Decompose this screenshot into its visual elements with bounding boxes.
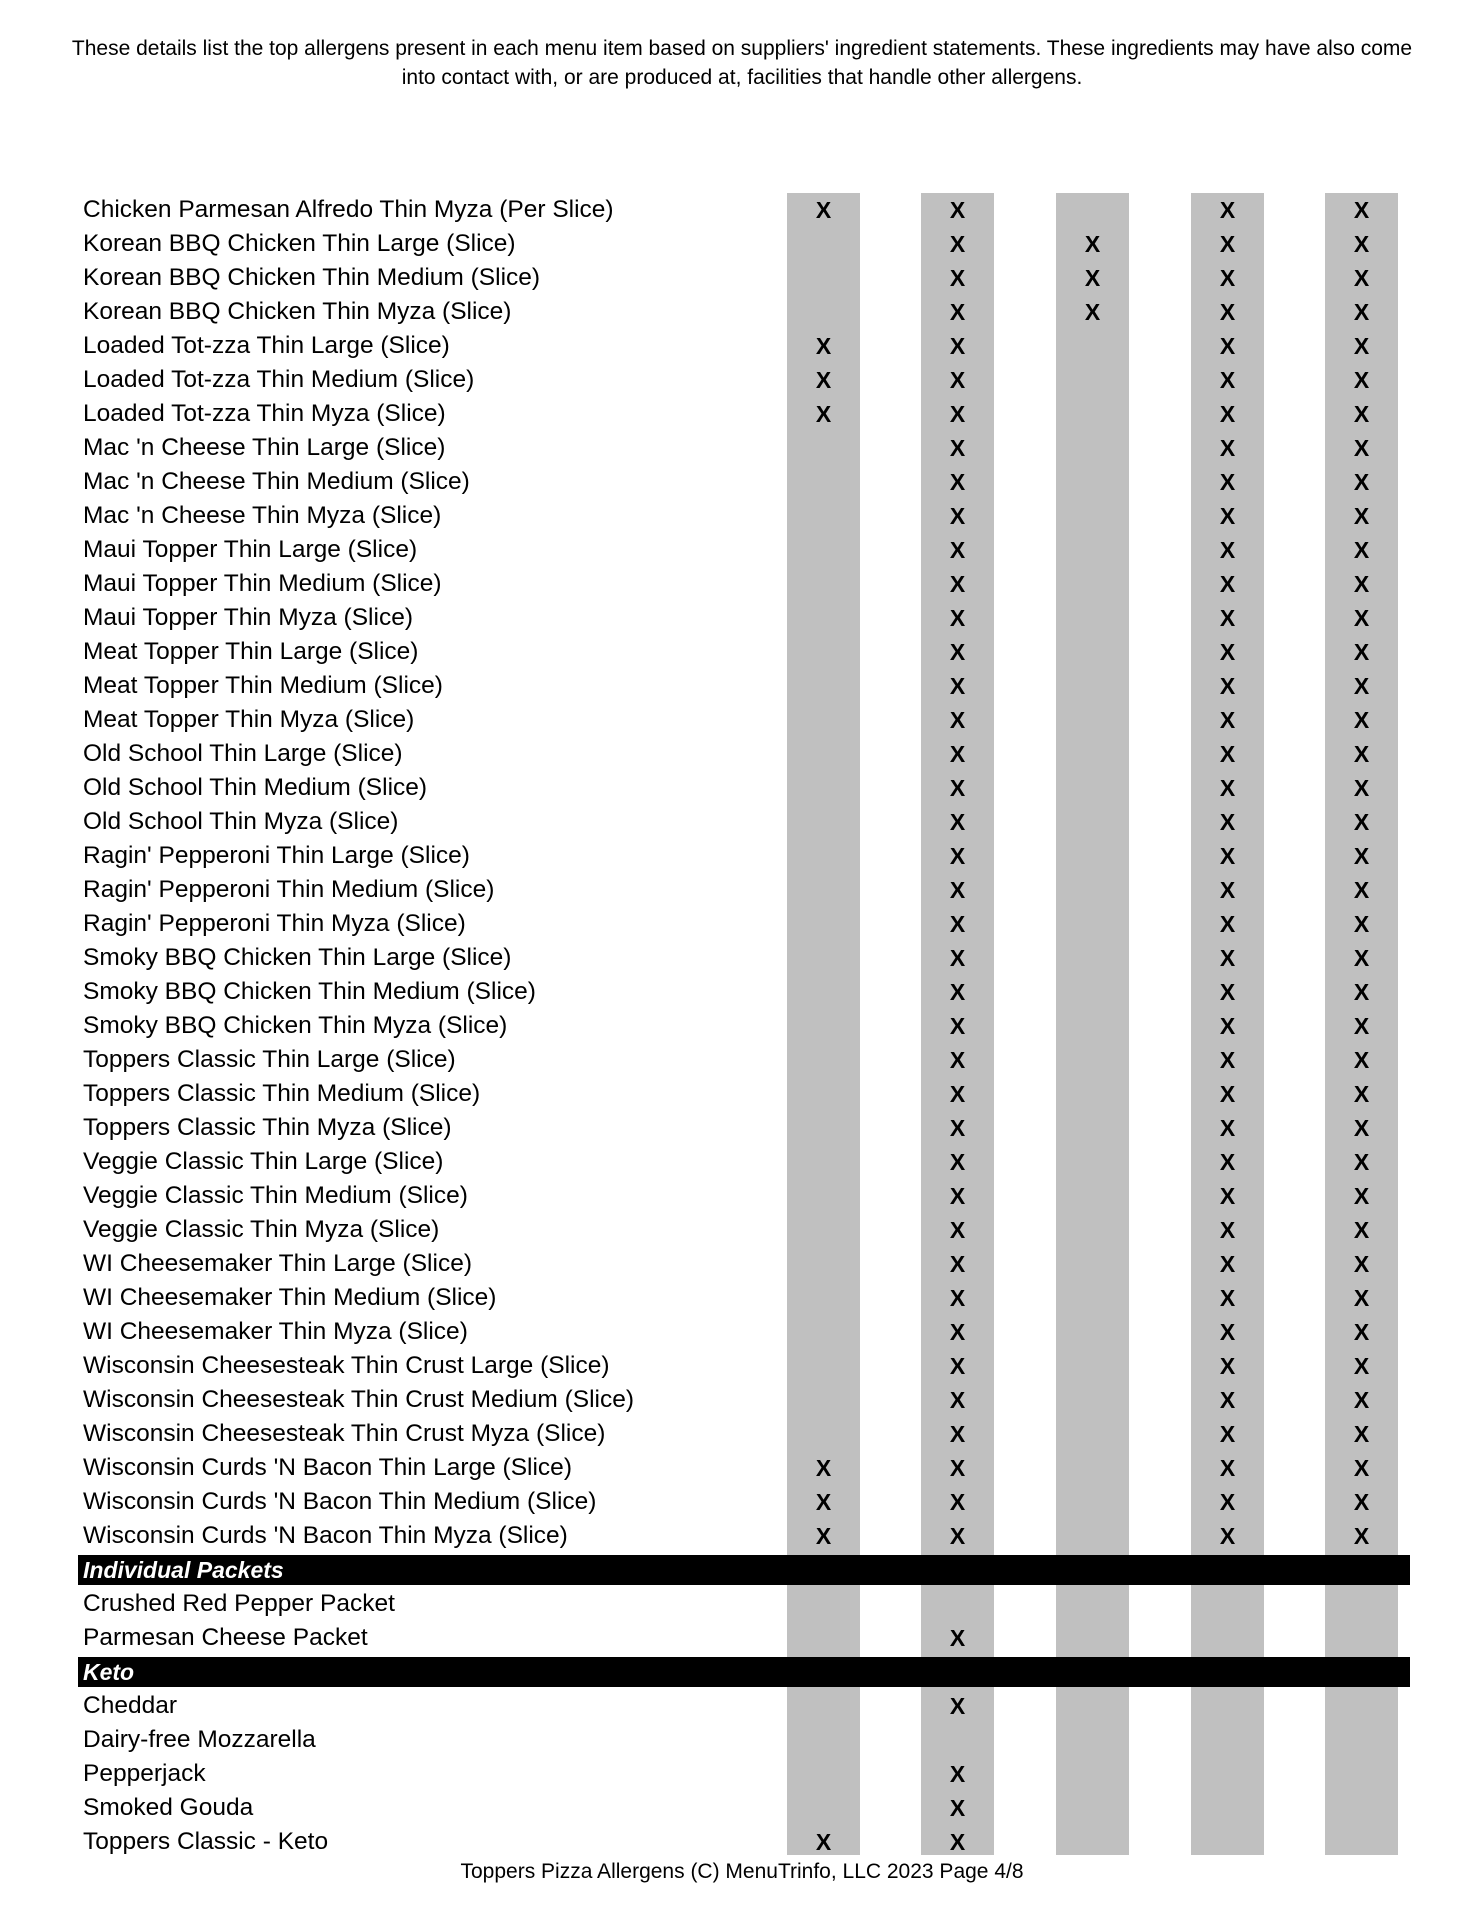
allergen-mark: X — [1353, 1013, 1370, 1039]
menu-item-name: Parmesan Cheese Packet — [83, 1624, 368, 1651]
allergen-mark: X — [949, 1693, 966, 1719]
allergen-mark: X — [949, 537, 966, 563]
allergen-mark: X — [815, 401, 832, 427]
allergen-mark: X — [1219, 1115, 1236, 1141]
allergen-mark: X — [1353, 1523, 1370, 1549]
allergen-mark: X — [949, 1421, 966, 1447]
table-row — [0, 703, 1484, 737]
allergen-mark: X — [1219, 809, 1236, 835]
table-row — [0, 499, 1484, 533]
table-row — [0, 805, 1484, 839]
section-header — [78, 1555, 1410, 1585]
allergen-mark: X — [1353, 1115, 1370, 1141]
allergen-mark: X — [1353, 639, 1370, 665]
allergen-mark: X — [949, 367, 966, 393]
allergen-mark: X — [1219, 1251, 1236, 1277]
allergen-mark: X — [1353, 367, 1370, 393]
menu-item-name: Korean BBQ Chicken Thin Myza (Slice) — [83, 298, 512, 325]
table-row — [0, 533, 1484, 567]
allergen-mark: X — [1353, 1149, 1370, 1175]
allergen-mark: X — [1084, 299, 1101, 325]
allergen-mark: X — [949, 469, 966, 495]
allergen-mark: X — [1219, 639, 1236, 665]
allergen-mark: X — [949, 401, 966, 427]
table-row — [0, 1825, 1484, 1859]
section-label: Individual Packets — [83, 1557, 284, 1583]
allergen-mark: X — [1353, 435, 1370, 461]
table-row — [0, 907, 1484, 941]
allergen-mark: X — [949, 605, 966, 631]
menu-item-name: Pepperjack — [83, 1760, 206, 1787]
allergen-mark: X — [1353, 775, 1370, 801]
table-row — [0, 635, 1484, 669]
page-footer: Toppers Pizza Allergens (C) MenuTrinfo, LLC 2023 Page 4/8 — [460, 1860, 1024, 1883]
menu-item-name: Loaded Tot-zza Thin Large (Slice) — [83, 332, 450, 359]
table-row — [0, 839, 1484, 873]
allergen-mark: X — [1219, 537, 1236, 563]
menu-item-name: Toppers Classic Thin Myza (Slice) — [83, 1114, 452, 1141]
table-row — [0, 1349, 1484, 1383]
menu-item-name: Veggie Classic Thin Medium (Slice) — [83, 1182, 468, 1209]
menu-item-name: Smoky BBQ Chicken Thin Myza (Slice) — [83, 1012, 508, 1039]
allergen-mark: X — [1219, 299, 1236, 325]
menu-item-name: Wisconsin Curds 'N Bacon Thin Myza (Slice) — [83, 1522, 568, 1549]
allergen-mark: X — [1219, 911, 1236, 937]
allergen-mark: X — [1353, 401, 1370, 427]
menu-item-name: WI Cheesemaker Thin Medium (Slice) — [83, 1284, 497, 1311]
menu-item-name: Mac 'n Cheese Thin Myza (Slice) — [83, 502, 442, 529]
table-row — [0, 397, 1484, 431]
allergen-mark: X — [1353, 299, 1370, 325]
table-row — [0, 1485, 1484, 1519]
allergen-mark: X — [1353, 843, 1370, 869]
menu-item-name: Maui Topper Thin Large (Slice) — [83, 536, 418, 563]
allergen-mark: X — [1219, 1285, 1236, 1311]
allergen-mark: X — [949, 1387, 966, 1413]
table-row — [0, 261, 1484, 295]
allergen-mark: X — [949, 775, 966, 801]
allergen-mark: X — [949, 435, 966, 461]
menu-item-name: Chicken Parmesan Alfredo Thin Myza (Per Slice) — [83, 196, 614, 223]
allergen-mark: X — [1084, 231, 1101, 257]
allergen-mark: X — [949, 197, 966, 223]
allergen-mark: X — [1219, 333, 1236, 359]
allergen-mark: X — [1353, 231, 1370, 257]
menu-item-name: Korean BBQ Chicken Thin Large (Slice) — [83, 230, 516, 257]
menu-item-name: Loaded Tot-zza Thin Myza (Slice) — [83, 400, 446, 427]
allergen-mark: X — [1353, 1387, 1370, 1413]
allergen-mark: X — [949, 1761, 966, 1787]
table-row — [0, 1451, 1484, 1485]
allergen-mark: X — [949, 707, 966, 733]
menu-item-name: Smoked Gouda — [83, 1794, 254, 1821]
table-row — [0, 1179, 1484, 1213]
allergen-mark: X — [949, 1625, 966, 1651]
allergen-mark: X — [1353, 1319, 1370, 1345]
table-row — [0, 1383, 1484, 1417]
allergen-mark: X — [949, 571, 966, 597]
menu-item-name: Old School Thin Large (Slice) — [83, 740, 403, 767]
allergen-mark: X — [1353, 605, 1370, 631]
menu-item-name: Wisconsin Cheesesteak Thin Crust Medium (Slice) — [83, 1386, 634, 1413]
allergen-mark: X — [1219, 945, 1236, 971]
table-row — [0, 193, 1484, 227]
allergen-mark: X — [1353, 877, 1370, 903]
allergen-mark: X — [1084, 265, 1101, 291]
allergen-mark: X — [949, 1795, 966, 1821]
table-row — [0, 1281, 1484, 1315]
allergen-mark: X — [815, 333, 832, 359]
allergen-mark: X — [949, 1829, 966, 1855]
table-row — [0, 431, 1484, 465]
allergen-mark: X — [949, 1523, 966, 1549]
allergen-mark: X — [949, 503, 966, 529]
allergen-mark: X — [1353, 979, 1370, 1005]
allergen-mark: X — [1353, 1421, 1370, 1447]
table-row — [0, 601, 1484, 635]
allergen-mark: X — [1353, 1285, 1370, 1311]
allergen-mark: X — [1219, 503, 1236, 529]
table-row — [0, 1145, 1484, 1179]
allergen-mark: X — [1219, 673, 1236, 699]
allergen-mark: X — [1219, 877, 1236, 903]
allergen-mark: X — [1353, 503, 1370, 529]
allergen-mark: X — [1353, 1183, 1370, 1209]
allergen-mark: X — [949, 1217, 966, 1243]
menu-item-name: Toppers Classic Thin Large (Slice) — [83, 1046, 456, 1073]
allergen-mark: X — [1353, 945, 1370, 971]
disclaimer-text: These details list the top allergens present in each menu item based on suppliers' ingredient statements. These ingredients may have also come into contact with, or are produced at, facilities that handle other allergens. — [71, 37, 1413, 89]
allergen-mark: X — [949, 945, 966, 971]
menu-item-name: Toppers Classic Thin Medium (Slice) — [83, 1080, 481, 1107]
allergen-mark: X — [1219, 1081, 1236, 1107]
menu-item-name: Veggie Classic Thin Myza (Slice) — [83, 1216, 440, 1243]
menu-item-name: Ragin' Pepperoni Thin Medium (Slice) — [83, 876, 495, 903]
allergen-mark: X — [1353, 1455, 1370, 1481]
allergen-mark: X — [1219, 1149, 1236, 1175]
allergen-mark: X — [949, 265, 966, 291]
table-row — [0, 1621, 1484, 1655]
table-row — [0, 227, 1484, 261]
menu-item-name: Meat Topper Thin Medium (Slice) — [83, 672, 443, 699]
allergen-mark: X — [949, 673, 966, 699]
allergen-mark: X — [1353, 741, 1370, 767]
allergen-mark: X — [1219, 1421, 1236, 1447]
allergen-mark: X — [949, 1353, 966, 1379]
table-row — [0, 1757, 1484, 1791]
allergen-mark: X — [1353, 333, 1370, 359]
allergen-mark: X — [1353, 265, 1370, 291]
allergen-mark: X — [1353, 673, 1370, 699]
menu-item-name: Toppers Classic - Keto — [83, 1828, 329, 1855]
allergen-mark: X — [1219, 979, 1236, 1005]
allergen-mark: X — [1353, 911, 1370, 937]
menu-item-name: Cheddar — [83, 1692, 177, 1719]
table-row — [0, 1043, 1484, 1077]
allergen-mark: X — [949, 1013, 966, 1039]
menu-item-name: Mac 'n Cheese Thin Medium (Slice) — [83, 468, 470, 495]
allergen-mark: X — [815, 1523, 832, 1549]
table-row — [0, 295, 1484, 329]
table-row — [0, 1417, 1484, 1451]
allergen-mark: X — [949, 1149, 966, 1175]
allergen-mark: X — [1353, 1217, 1370, 1243]
allergen-mark: X — [815, 367, 832, 393]
allergen-table — [0, 193, 1484, 1859]
menu-item-name: Loaded Tot-zza Thin Medium (Slice) — [83, 366, 475, 393]
table-row — [0, 1519, 1484, 1553]
allergen-mark: X — [1353, 1047, 1370, 1073]
menu-item-name: Ragin' Pepperoni Thin Large (Slice) — [83, 842, 470, 869]
allergen-mark: X — [1219, 1489, 1236, 1515]
allergen-mark: X — [815, 1829, 832, 1855]
allergen-mark: X — [949, 1081, 966, 1107]
table-row — [0, 975, 1484, 1009]
table-row — [0, 941, 1484, 975]
allergen-mark: X — [1353, 809, 1370, 835]
table-row — [0, 1247, 1484, 1281]
menu-item-name: Smoky BBQ Chicken Thin Large (Slice) — [83, 944, 512, 971]
allergen-mark: X — [1353, 469, 1370, 495]
allergen-mark: X — [949, 1183, 966, 1209]
allergen-mark: X — [949, 1285, 966, 1311]
menu-item-name: Veggie Classic Thin Large (Slice) — [83, 1148, 444, 1175]
menu-item-name: Wisconsin Cheesesteak Thin Crust Myza (Slice) — [83, 1420, 606, 1447]
allergen-mark: X — [1219, 1387, 1236, 1413]
allergen-mark: X — [1219, 775, 1236, 801]
menu-item-name: Smoky BBQ Chicken Thin Medium (Slice) — [83, 978, 536, 1005]
table-row — [0, 1723, 1484, 1757]
allergen-mark: X — [949, 979, 966, 1005]
allergen-mark: X — [1219, 1217, 1236, 1243]
table-row — [0, 669, 1484, 703]
allergen-mark: X — [1353, 197, 1370, 223]
allergen-mark: X — [1219, 469, 1236, 495]
allergen-mark: X — [1219, 707, 1236, 733]
menu-item-name: Wisconsin Cheesesteak Thin Crust Large (Slice) — [83, 1352, 610, 1379]
table-row — [0, 465, 1484, 499]
section-header — [78, 1657, 1410, 1687]
allergen-mark: X — [1219, 435, 1236, 461]
table-row — [0, 363, 1484, 397]
allergen-mark: X — [949, 741, 966, 767]
allergen-mark: X — [1219, 1183, 1236, 1209]
menu-item-name: Old School Thin Myza (Slice) — [83, 808, 399, 835]
table-row — [0, 737, 1484, 771]
menu-item-name: WI Cheesemaker Thin Myza (Slice) — [83, 1318, 468, 1345]
allergen-mark: X — [949, 333, 966, 359]
menu-item-name: Meat Topper Thin Myza (Slice) — [83, 706, 415, 733]
table-row — [0, 771, 1484, 805]
allergen-mark: X — [949, 843, 966, 869]
menu-item-name: WI Cheesemaker Thin Large (Slice) — [83, 1250, 472, 1277]
allergen-mark: X — [1219, 741, 1236, 767]
allergen-mark: X — [1219, 571, 1236, 597]
menu-item-name: Meat Topper Thin Large (Slice) — [83, 638, 419, 665]
allergen-mark: X — [1219, 1353, 1236, 1379]
allergen-mark: X — [949, 877, 966, 903]
allergen-mark: X — [1219, 197, 1236, 223]
allergen-mark: X — [815, 197, 832, 223]
table-row — [0, 873, 1484, 907]
allergen-mark: X — [949, 299, 966, 325]
table-row — [0, 1791, 1484, 1825]
allergen-mark: X — [1219, 265, 1236, 291]
allergen-mark: X — [1353, 1353, 1370, 1379]
menu-item-name: Maui Topper Thin Myza (Slice) — [83, 604, 413, 631]
allergen-mark: X — [949, 1047, 966, 1073]
allergen-mark: X — [815, 1489, 832, 1515]
menu-item-name: Crushed Red Pepper Packet — [83, 1590, 395, 1617]
menu-item-name: Dairy-free Mozzarella — [83, 1726, 316, 1753]
allergen-mark: X — [815, 1455, 832, 1481]
allergen-mark: X — [1353, 1081, 1370, 1107]
allergen-mark: X — [1353, 571, 1370, 597]
table-row — [0, 1077, 1484, 1111]
allergen-mark: X — [949, 1489, 966, 1515]
allergen-mark: X — [1353, 1251, 1370, 1277]
allergen-mark: X — [1219, 231, 1236, 257]
menu-item-name: Old School Thin Medium (Slice) — [83, 774, 428, 801]
allergen-mark: X — [949, 1115, 966, 1141]
section-label: Keto — [83, 1659, 135, 1685]
allergen-mark: X — [1219, 367, 1236, 393]
menu-item-name: Korean BBQ Chicken Thin Medium (Slice) — [83, 264, 541, 291]
allergen-mark: X — [1353, 707, 1370, 733]
allergen-mark: X — [1219, 605, 1236, 631]
table-row — [0, 1111, 1484, 1145]
allergen-mark: X — [1353, 1489, 1370, 1515]
allergen-mark: X — [1219, 1047, 1236, 1073]
table-row — [0, 1009, 1484, 1043]
allergen-mark: X — [949, 1251, 966, 1277]
table-row — [0, 567, 1484, 601]
allergen-mark: X — [1219, 843, 1236, 869]
menu-item-name: Mac 'n Cheese Thin Large (Slice) — [83, 434, 446, 461]
menu-item-name: Wisconsin Curds 'N Bacon Thin Medium (Slice) — [83, 1488, 597, 1515]
table-row — [0, 1213, 1484, 1247]
allergen-mark: X — [1219, 1455, 1236, 1481]
allergen-mark: X — [1219, 401, 1236, 427]
allergen-mark: X — [1219, 1523, 1236, 1549]
allergen-mark: X — [1219, 1013, 1236, 1039]
allergen-mark: X — [949, 1319, 966, 1345]
allergen-mark: X — [949, 231, 966, 257]
menu-item-name: Ragin' Pepperoni Thin Myza (Slice) — [83, 910, 466, 937]
allergen-mark: X — [949, 1455, 966, 1481]
table-row — [0, 1315, 1484, 1349]
menu-item-name: Maui Topper Thin Medium (Slice) — [83, 570, 442, 597]
table-row — [0, 1587, 1484, 1621]
menu-item-name: Wisconsin Curds 'N Bacon Thin Large (Slice) — [83, 1454, 572, 1481]
allergen-mark: X — [1353, 537, 1370, 563]
allergen-mark: X — [1219, 1319, 1236, 1345]
allergen-mark: X — [949, 911, 966, 937]
allergen-mark: X — [949, 639, 966, 665]
allergen-mark: X — [949, 809, 966, 835]
table-row — [0, 1689, 1484, 1723]
table-row — [0, 329, 1484, 363]
